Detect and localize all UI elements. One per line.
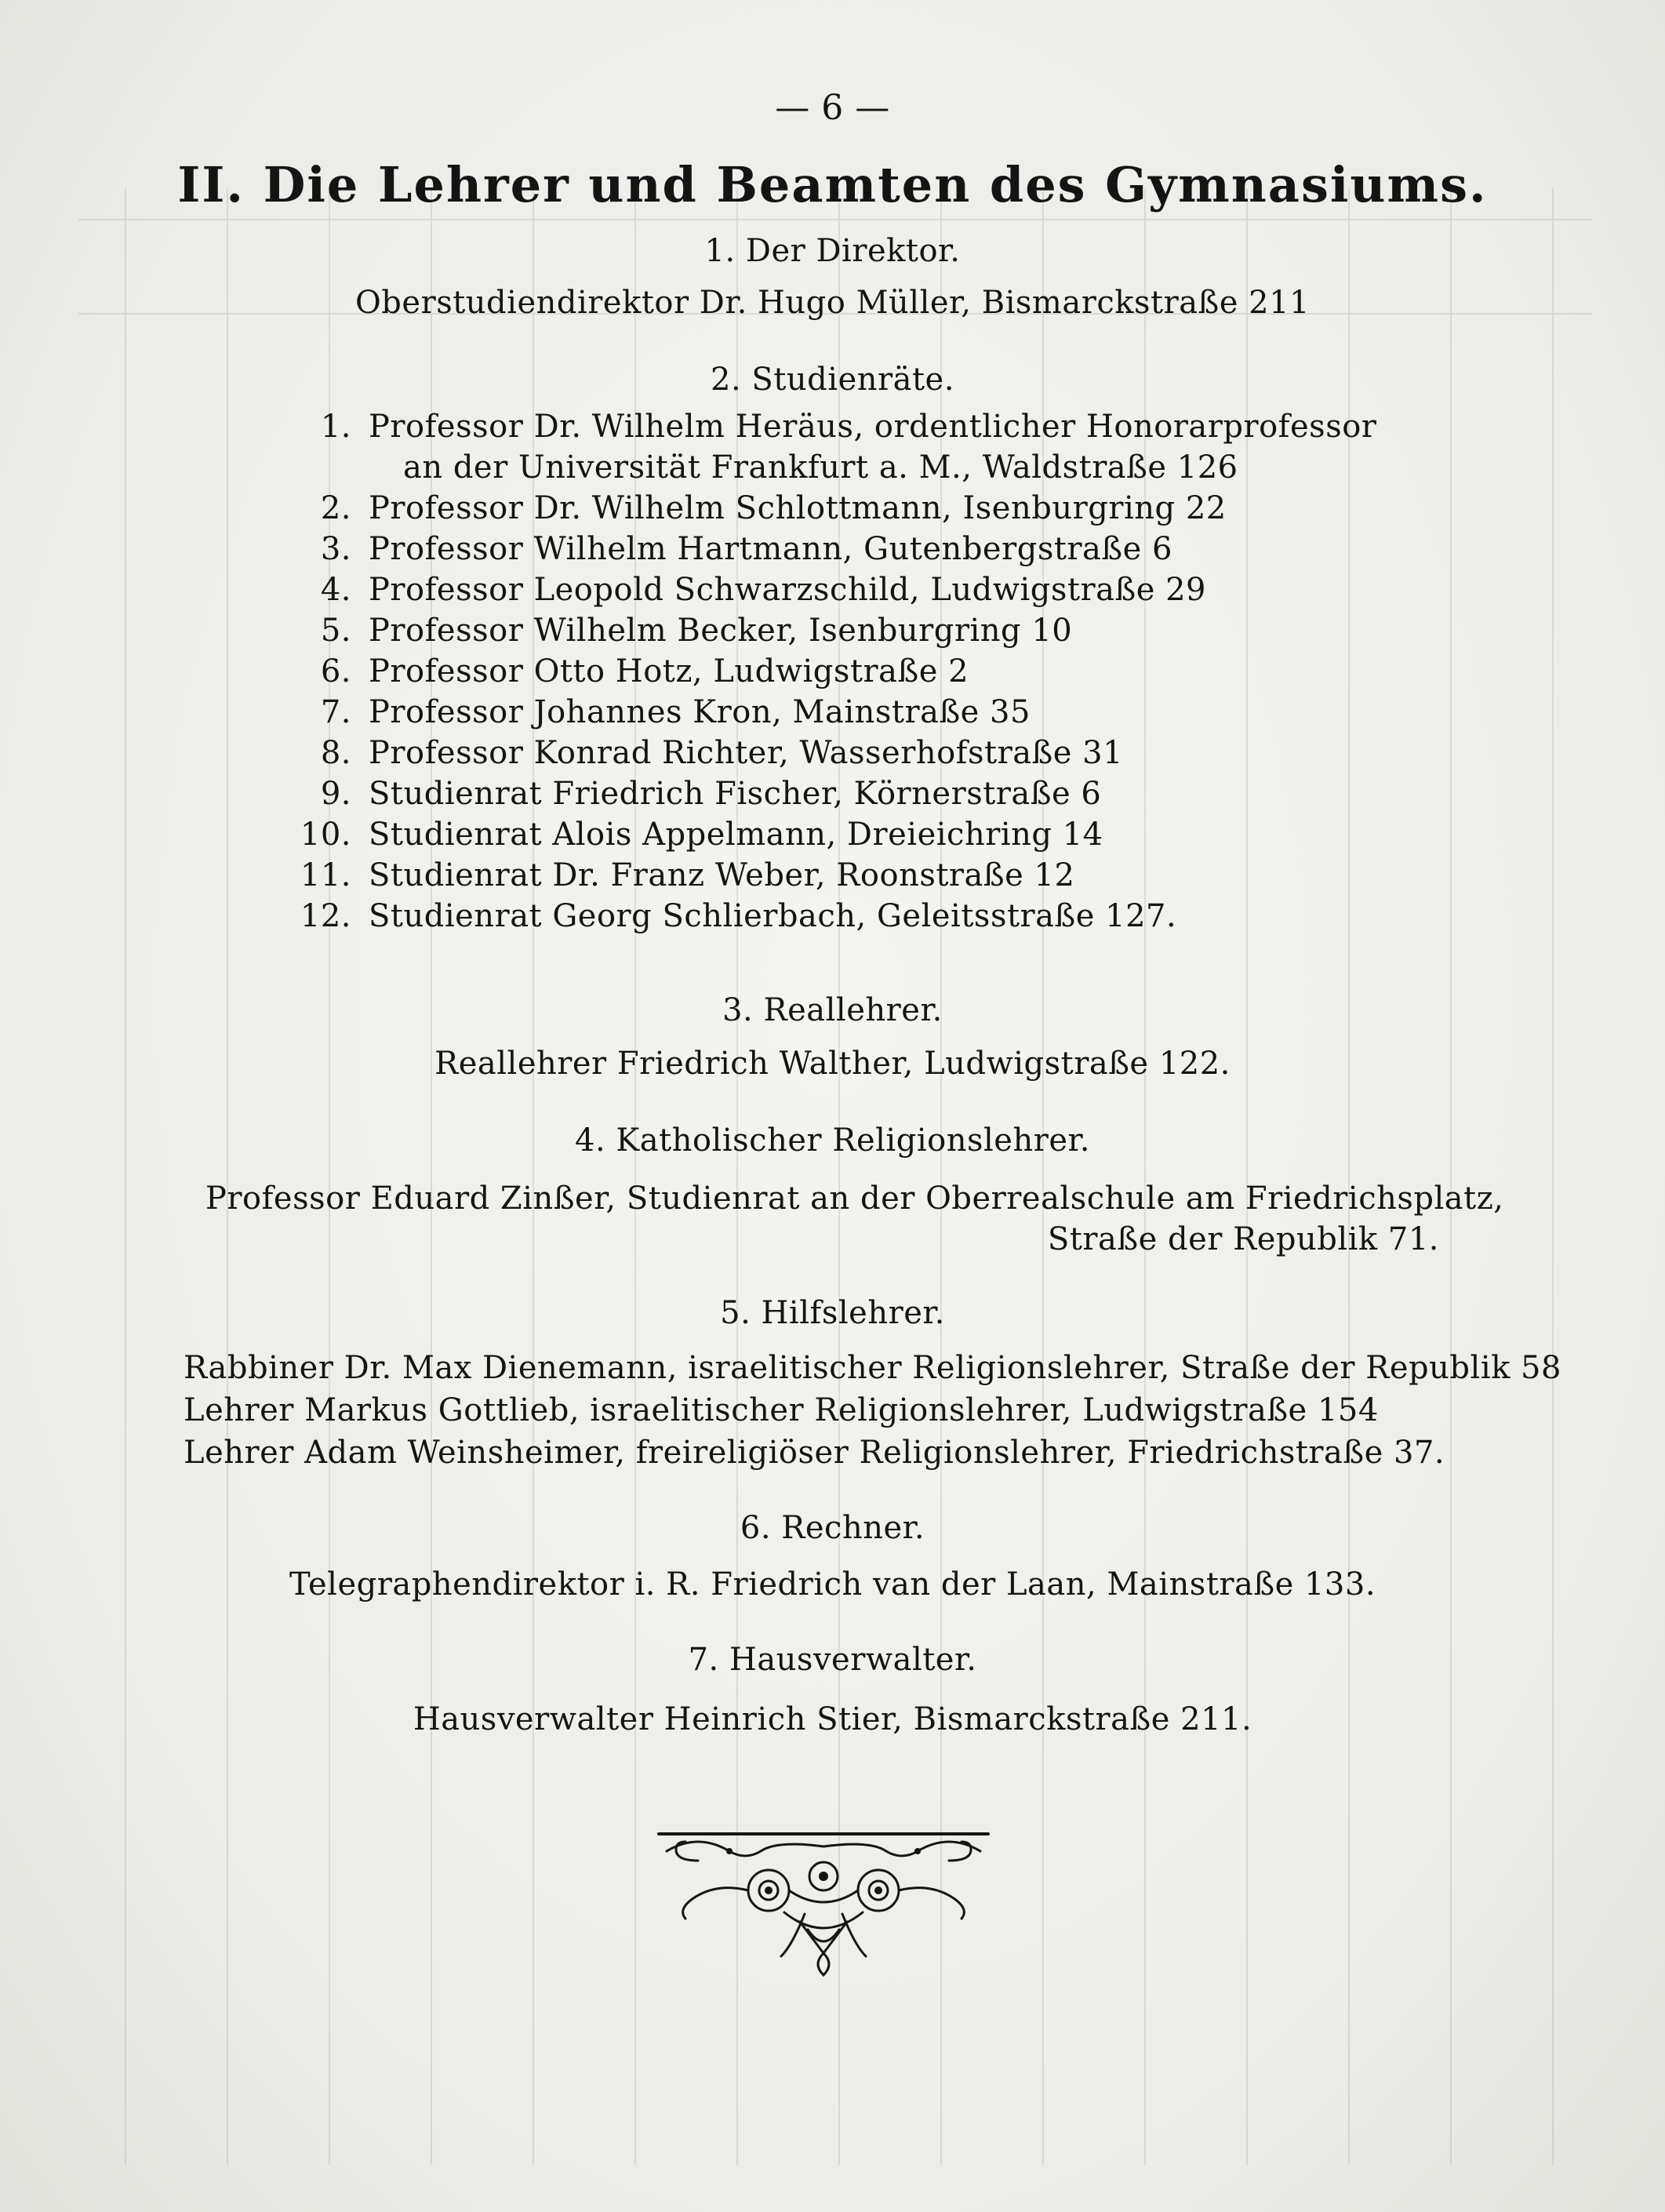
list-number: 4. bbox=[320, 572, 351, 608]
decorative-ornament-icon bbox=[651, 1820, 996, 1985]
section-title-reallehrer: 3. Reallehrer. bbox=[722, 992, 943, 1028]
section-title-hausverwalter: 7. Hausverwalter. bbox=[688, 1642, 977, 1678]
section-title-religion: 4. Katholischer Religionslehrer. bbox=[575, 1122, 1090, 1159]
list-number: 12. bbox=[300, 898, 351, 934]
list-item bbox=[289, 733, 1123, 773]
page-title: II. Die Lehrer und Beamten des Gymnasiums. bbox=[177, 156, 1488, 213]
list-number: 9. bbox=[320, 776, 351, 812]
religion-entry-line1: Professor Eduard Zinßer, Studienrat an der Oberrealschule am Friedrichsplatz, bbox=[205, 1181, 1504, 1217]
list-text: Professor Konrad Richter, Wasserhofstraße 31 bbox=[369, 735, 1124, 771]
list-item bbox=[289, 692, 1031, 733]
list-number: 11. bbox=[300, 857, 351, 893]
list-number: 7. bbox=[320, 694, 351, 730]
list-item bbox=[289, 488, 1227, 529]
list-item bbox=[289, 529, 1172, 569]
list-item bbox=[289, 651, 969, 692]
list-item bbox=[289, 773, 1101, 814]
list-item bbox=[289, 896, 1176, 937]
list-item-continuation: an der Universität Frankfurt a. M., Waldstraße 126 bbox=[403, 449, 1238, 486]
hilfslehrer-item: Lehrer Adam Weinsheimer, freireligiöser Religionslehrer, Friedrichstraße 37. bbox=[184, 1435, 1445, 1471]
list-number: 2. bbox=[320, 490, 351, 526]
list-text: Professor Otto Hotz, Ludwigstraße 2 bbox=[369, 653, 969, 689]
hilfslehrer-item: Lehrer Markus Gottlieb, israelitischer Religionslehrer, Ludwigstraße 154 bbox=[184, 1392, 1379, 1428]
list-number: 6. bbox=[320, 653, 351, 689]
list-number: 8. bbox=[320, 735, 351, 771]
reallehrer-entry: Reallehrer Friedrich Walther, Ludwigstraße 122. bbox=[434, 1046, 1231, 1082]
list-text: Studienrat Friedrich Fischer, Körnerstraße 6 bbox=[369, 776, 1102, 812]
hilfslehrer-item: Rabbiner Dr. Max Dienemann, israelitischer Religionslehrer, Straße der Republik 58 bbox=[184, 1350, 1561, 1386]
list-item bbox=[289, 814, 1103, 855]
list-text: Professor Dr. Wilhelm Heräus, ordentlicher Honorarprofessor bbox=[369, 409, 1377, 445]
hausverwalter-entry: Hausverwalter Heinrich Stier, Bismarckstraße 211. bbox=[413, 1701, 1252, 1737]
list-text: Professor Wilhelm Becker, Isenburgring 10 bbox=[369, 613, 1073, 649]
list-text: Professor Wilhelm Hartmann, Gutenbergstraße 6 bbox=[369, 531, 1172, 567]
list-text: Studienrat Dr. Franz Weber, Roonstraße 12 bbox=[369, 857, 1075, 893]
list-text: Professor Leopold Schwarzschild, Ludwigstraße 29 bbox=[369, 572, 1206, 608]
list-text: Studienrat Georg Schlierbach, Geleitsstraße 127. bbox=[369, 898, 1177, 934]
list-text: Studienrat Alois Appelmann, Dreieichring 14 bbox=[369, 817, 1103, 853]
list-number: 3. bbox=[320, 531, 351, 567]
section-title-director: 1. Der Direktor. bbox=[704, 233, 961, 269]
religion-entry-line2: Straße der Republik 71. bbox=[1047, 1221, 1439, 1257]
list-number: 10. bbox=[300, 817, 351, 853]
list-text: Professor Johannes Kron, Mainstraße 35 bbox=[369, 694, 1031, 730]
list-item bbox=[289, 855, 1074, 896]
section-title-hilfslehrer: 5. Hilfslehrer. bbox=[720, 1295, 945, 1331]
rechner-entry: Telegraphendirektor i. R. Friedrich van der Laan, Mainstraße 133. bbox=[289, 1566, 1376, 1603]
list-item bbox=[289, 569, 1206, 610]
director-entry: Oberstudiendirektor Dr. Hugo Müller, Bismarckstraße 211 bbox=[355, 285, 1310, 321]
list-text: Professor Dr. Wilhelm Schlottmann, Isenburgring 22 bbox=[369, 490, 1227, 526]
list-number: 1. bbox=[320, 409, 351, 445]
list-item bbox=[289, 610, 1072, 651]
section-title-studienraete: 2. Studienräte. bbox=[711, 362, 954, 398]
section-title-rechner: 6. Rechner. bbox=[740, 1510, 925, 1546]
list-number: 5. bbox=[320, 613, 351, 649]
list-item bbox=[289, 406, 1376, 447]
page-number: — 6 — bbox=[775, 88, 890, 128]
